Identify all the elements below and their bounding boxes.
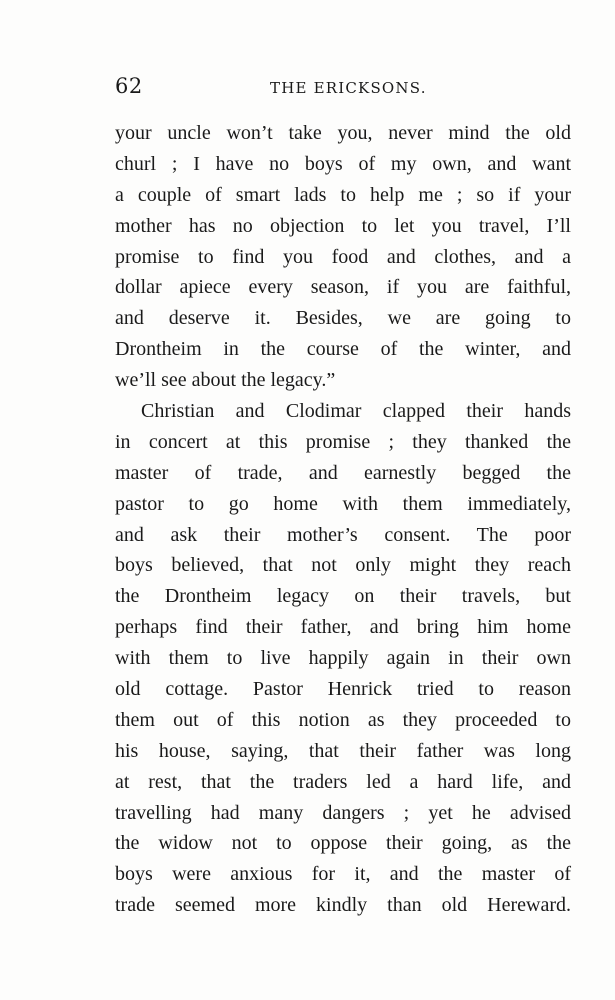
text-line: in concert at this promise ; they thanked the xyxy=(115,430,571,453)
text-line: a couple of smart lads to help me ; so if your xyxy=(115,183,571,206)
page-number: 62 xyxy=(115,74,143,98)
text-line: the Drontheim legacy on their travels, but xyxy=(115,585,571,608)
text-line: churl ; I have no boys of my own, and want xyxy=(115,152,571,175)
text-line: promise to find you food and clothes, and a xyxy=(115,245,571,268)
text-line: Drontheim in the course of the winter, and xyxy=(115,338,571,361)
text-line: his house, saying, that their father was long xyxy=(115,739,571,762)
text-line: master of trade, and earnestly begged the xyxy=(115,461,571,484)
running-head xyxy=(115,74,571,104)
text-line: at rest, that the traders led a hard life, and xyxy=(115,770,571,793)
text-line: Christian and Clodimar clapped their hands xyxy=(141,400,571,423)
text-line: pastor to go home with them immediately, xyxy=(115,492,571,515)
text-line: them out of this notion as they proceeded to xyxy=(115,708,571,731)
text-line: with them to live happily again in their own xyxy=(115,647,571,670)
text-line: dollar apiece every season, if you are faithful, xyxy=(115,276,571,299)
text-line: boys believed, that not only might they reach xyxy=(115,554,571,577)
text-line: travelling had many dangers ; yet he advised xyxy=(115,801,571,824)
body-text xyxy=(115,118,571,921)
text-line: we’ll see about the legacy.” xyxy=(115,369,336,392)
text-line: old cottage. Pastor Henrick tried to reason xyxy=(115,678,571,701)
text-line: perhaps find their father, and bring him home xyxy=(115,616,571,639)
text-line: and deserve it. Besides, we are going to xyxy=(115,307,571,330)
text-line: the widow not to oppose their going, as the xyxy=(115,832,571,855)
running-title: THE ERICKSONS. xyxy=(270,79,427,97)
text-line: your uncle won’t take you, never mind the old xyxy=(115,122,571,144)
text-line: and ask their mother’s consent. The poor xyxy=(115,523,571,546)
text-line: boys were anxious for it, and the master of xyxy=(115,863,571,886)
text-line: trade seemed more kindly than old Hereward. xyxy=(115,894,571,917)
text-line: mother has no objection to let you travel, I’ll xyxy=(115,214,571,237)
